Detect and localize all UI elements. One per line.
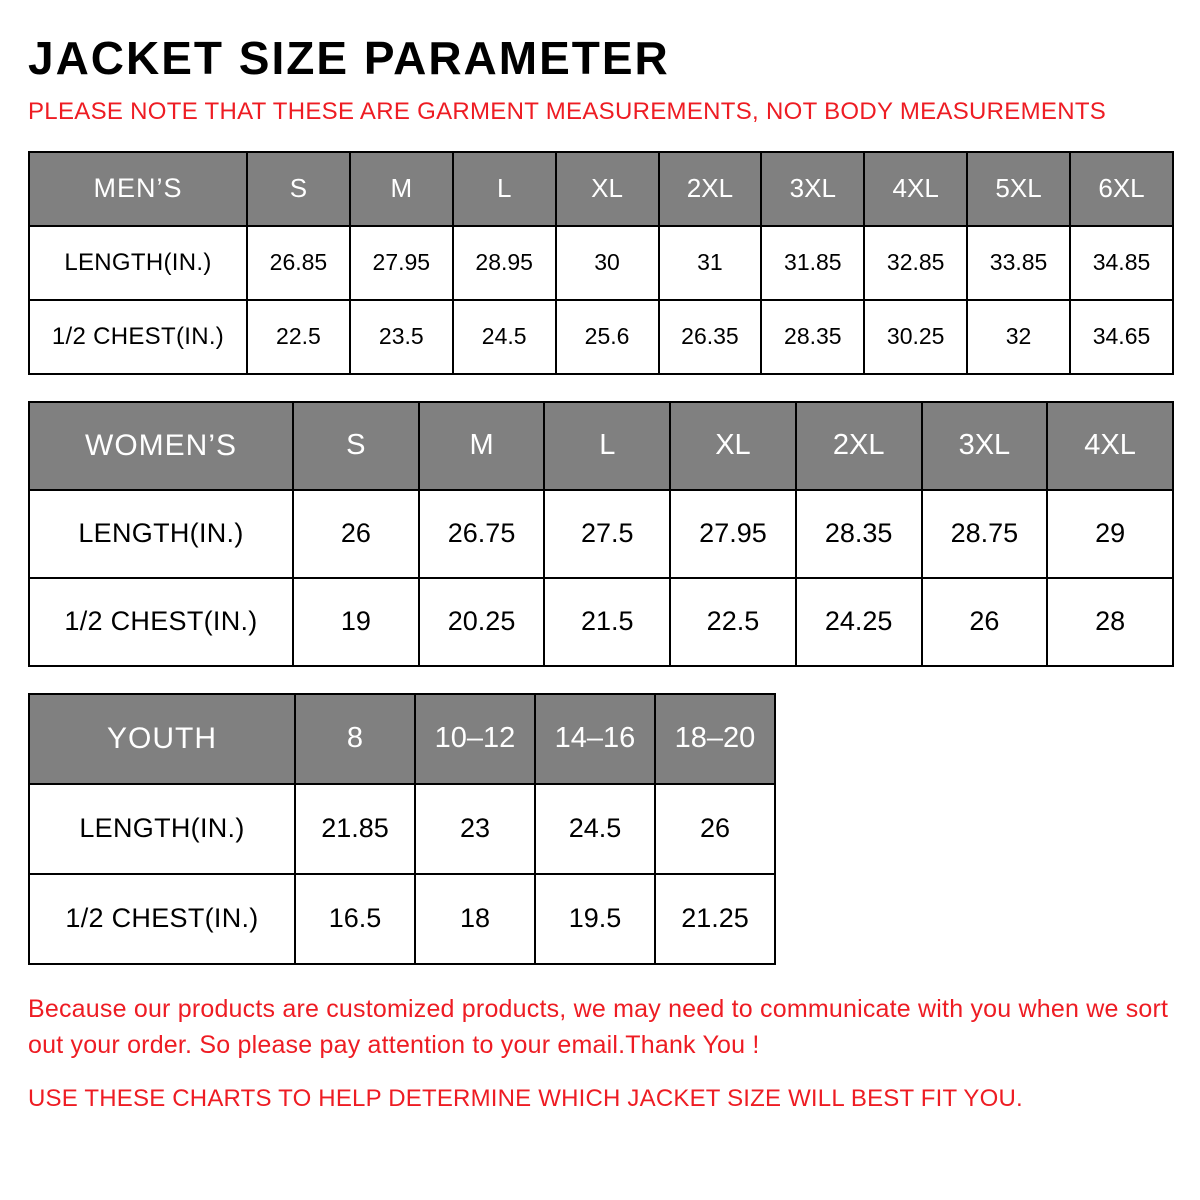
table-row: [29, 226, 1173, 300]
footer-paragraph: Because our products are customized products, we may need to communicate with you when we sort out your order. So please pay attention to your email.Thank You !: [28, 994, 1169, 1059]
mens-table-label: MEN’S: [29, 152, 247, 226]
mens-chest-value: 28.35: [761, 300, 864, 374]
womens-chest-value: 26: [922, 578, 1048, 666]
table-row: [29, 490, 1173, 578]
youth-size-header: 8: [295, 694, 415, 784]
mens-size-header: M: [350, 152, 453, 226]
womens-size-header: M: [419, 402, 545, 490]
youth-size-header: 18–20: [655, 694, 775, 784]
womens-length-value: 26.75: [419, 490, 545, 578]
youth-row-label: 1/2 CHEST(IN.): [29, 874, 295, 964]
mens-size-header: 6XL: [1070, 152, 1173, 226]
mens-length-value: 31: [659, 226, 762, 300]
mens-size-table: [28, 151, 1174, 375]
womens-chest-value: 21.5: [544, 578, 670, 666]
mens-length-value: 27.95: [350, 226, 453, 300]
youth-size-table: [28, 693, 776, 965]
mens-length-value: 32.85: [864, 226, 967, 300]
youth-table-body: [29, 694, 775, 964]
mens-size-header: L: [453, 152, 556, 226]
mens-length-value: 31.85: [761, 226, 864, 300]
mens-size-header: S: [247, 152, 350, 226]
womens-size-header: 3XL: [922, 402, 1048, 490]
mens-chest-value: 24.5: [453, 300, 556, 374]
womens-length-value: 28.75: [922, 490, 1048, 578]
mens-length-value: 30: [556, 226, 659, 300]
youth-chest-value: 19.5: [535, 874, 655, 964]
mens-chest-value: 22.5: [247, 300, 350, 374]
mens-size-header: 5XL: [967, 152, 1070, 226]
womens-row-label: LENGTH(IN.): [29, 490, 293, 578]
womens-chest-value: 24.25: [796, 578, 922, 666]
table-row: [29, 300, 1173, 374]
womens-size-header: XL: [670, 402, 796, 490]
mens-length-value: 33.85: [967, 226, 1070, 300]
womens-length-value: 29: [1047, 490, 1173, 578]
page-title: JACKET SIZE PARAMETER: [28, 32, 670, 84]
womens-header-row: [29, 402, 1173, 490]
mens-chest-value: 23.5: [350, 300, 453, 374]
mens-header-row: [29, 152, 1173, 226]
footer-note: USE THESE CHARTS TO HELP DETERMINE WHICH JACKET SIZE WILL BEST FIT YOU.: [28, 1085, 1023, 1113]
youth-chest-value: 21.25: [655, 874, 775, 964]
womens-size-header: 4XL: [1047, 402, 1173, 490]
mens-row-label: 1/2 CHEST(IN.): [29, 300, 247, 374]
womens-chest-value: 19: [293, 578, 419, 666]
youth-table-label: YOUTH: [29, 694, 295, 784]
womens-chest-value: 20.25: [419, 578, 545, 666]
mens-chest-value: 30.25: [864, 300, 967, 374]
womens-size-table: [28, 401, 1174, 667]
youth-length-value: 21.85: [295, 784, 415, 874]
table-row: [29, 784, 775, 874]
womens-length-value: 26: [293, 490, 419, 578]
womens-size-header: L: [544, 402, 670, 490]
table-row: [29, 578, 1173, 666]
mens-length-value: 34.85: [1070, 226, 1173, 300]
youth-chest-value: 18: [415, 874, 535, 964]
womens-chest-value: 28: [1047, 578, 1173, 666]
youth-size-header: 14–16: [535, 694, 655, 784]
womens-row-label: 1/2 CHEST(IN.): [29, 578, 293, 666]
womens-length-value: 27.5: [544, 490, 670, 578]
mens-size-header: 2XL: [659, 152, 762, 226]
table-row: [29, 874, 775, 964]
womens-size-header: 2XL: [796, 402, 922, 490]
youth-header-row: [29, 694, 775, 784]
womens-length-value: 27.95: [670, 490, 796, 578]
womens-size-header: S: [293, 402, 419, 490]
womens-chest-value: 22.5: [670, 578, 796, 666]
mens-length-value: 26.85: [247, 226, 350, 300]
mens-length-value: 28.95: [453, 226, 556, 300]
mens-chest-value: 26.35: [659, 300, 762, 374]
womens-table-label: WOMEN’S: [29, 402, 293, 490]
mens-size-header: XL: [556, 152, 659, 226]
youth-row-label: LENGTH(IN.): [29, 784, 295, 874]
youth-length-value: 26: [655, 784, 775, 874]
womens-table-body: [29, 402, 1173, 666]
mens-size-header: 4XL: [864, 152, 967, 226]
youth-length-value: 23: [415, 784, 535, 874]
mens-chest-value: 32: [967, 300, 1070, 374]
measurement-note: PLEASE NOTE THAT THESE ARE GARMENT MEASUREMENTS, NOT BODY MEASUREMENTS: [28, 98, 1107, 126]
footer-section: [28, 991, 1172, 1116]
mens-table-body: [29, 152, 1173, 374]
mens-chest-value: 25.6: [556, 300, 659, 374]
youth-chest-value: 16.5: [295, 874, 415, 964]
youth-length-value: 24.5: [535, 784, 655, 874]
womens-length-value: 28.35: [796, 490, 922, 578]
mens-row-label: LENGTH(IN.): [29, 226, 247, 300]
youth-size-header: 10–12: [415, 694, 535, 784]
mens-chest-value: 34.65: [1070, 300, 1173, 374]
mens-size-header: 3XL: [761, 152, 864, 226]
